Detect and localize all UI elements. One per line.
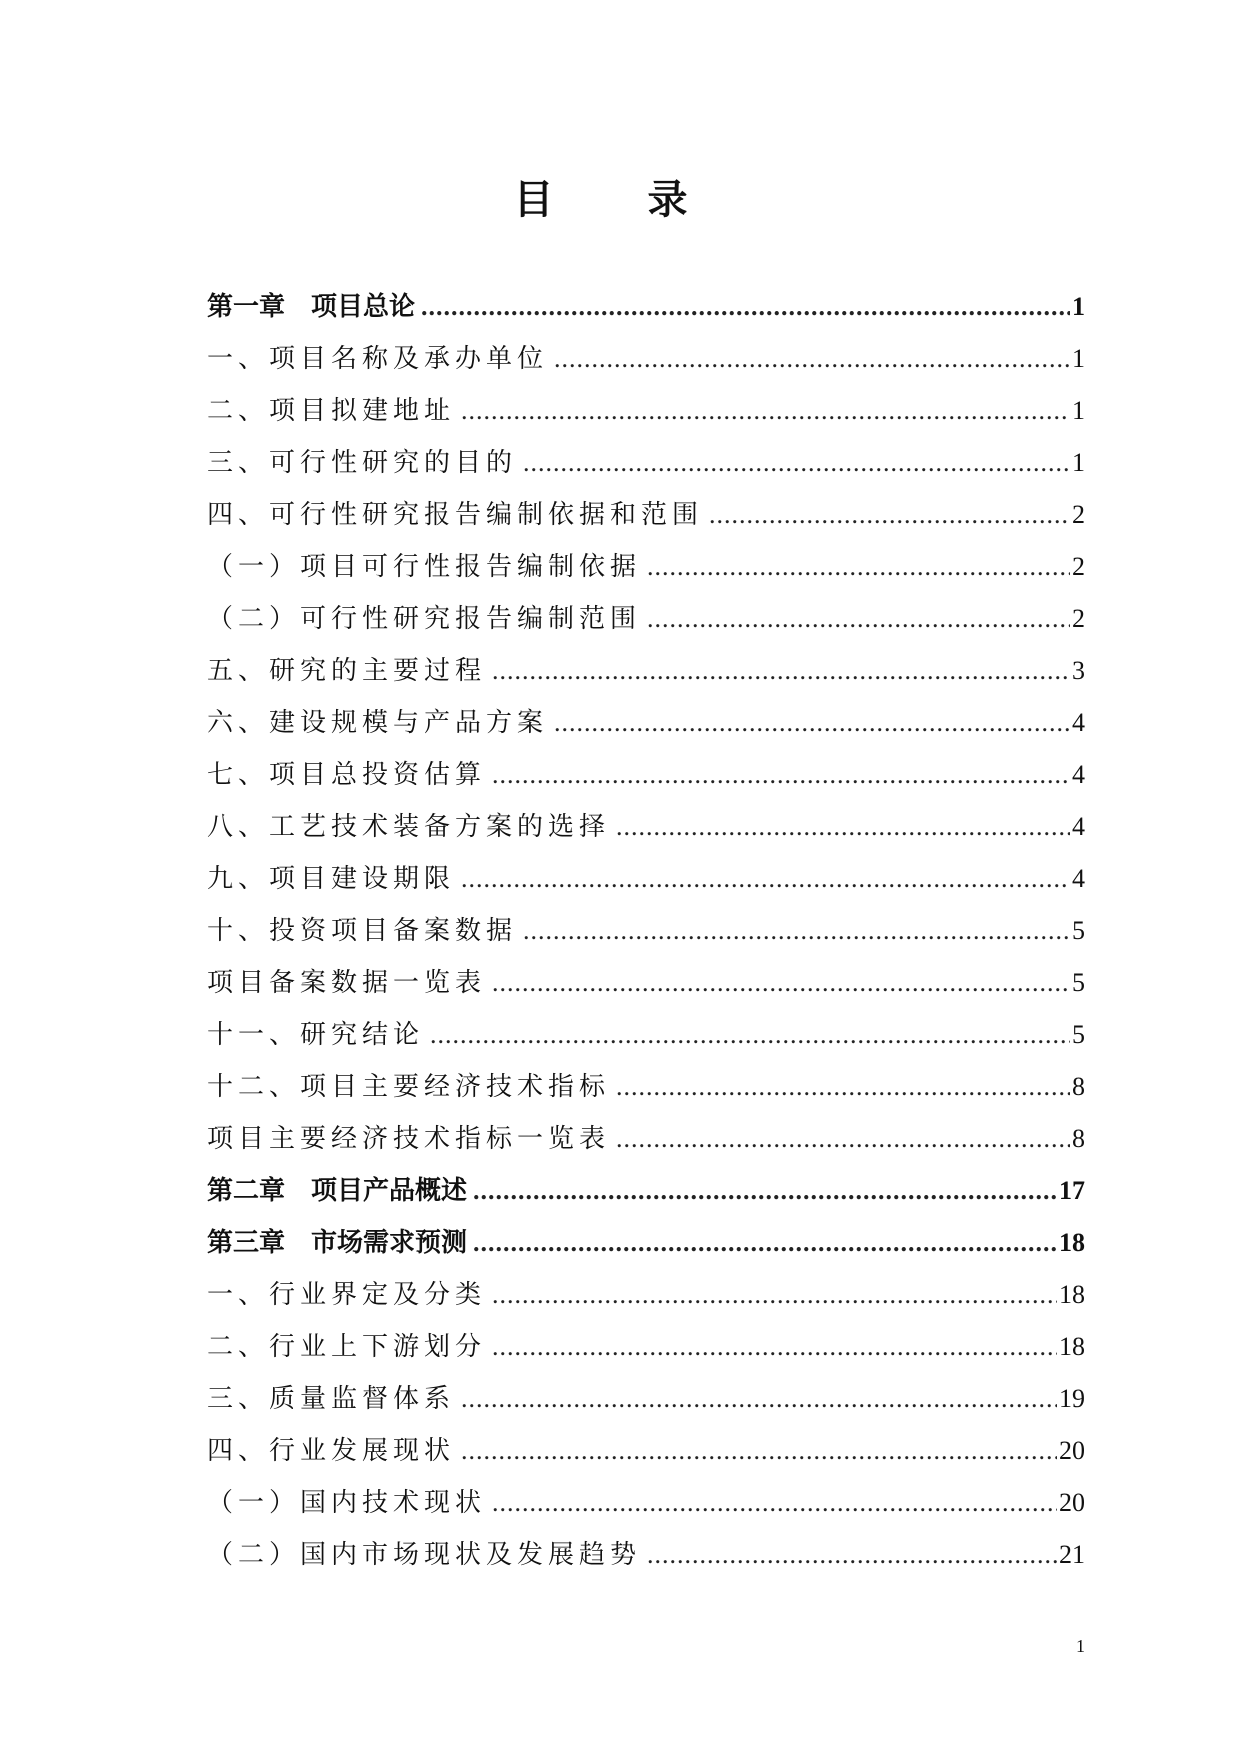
toc-dot-leader <box>492 1477 1057 1529</box>
toc-section-entry[interactable] <box>207 1425 1085 1477</box>
toc-section-entry[interactable] <box>207 1321 1085 1373</box>
toc-section-entry[interactable] <box>207 853 1085 905</box>
toc-section-entry[interactable] <box>207 1373 1085 1425</box>
toc-entry-label: （二）国内市场现状及发展趋势 <box>207 1540 642 1570</box>
toc-section-entry[interactable] <box>207 1061 1085 1113</box>
toc-entry-label: 十、投资项目备案数据 <box>207 916 518 946</box>
toc-section-entry[interactable] <box>207 1477 1085 1529</box>
toc-section-entry[interactable] <box>207 385 1085 437</box>
toc-dot-leader <box>461 1373 1057 1425</box>
toc-dot-leader <box>492 1321 1057 1373</box>
toc-section-entry[interactable] <box>207 333 1085 385</box>
toc-entry-label: 二、项目拟建地址 <box>207 396 456 426</box>
toc-section-entry[interactable] <box>207 957 1085 1009</box>
toc-entry-label: 三、质量监督体系 <box>207 1384 456 1414</box>
toc-entry-label: 第二章 项目产品概述 <box>207 1176 468 1206</box>
page-title: 目 录 <box>513 177 728 223</box>
toc-entry-page: 20 <box>1059 1488 1085 1517</box>
toc-section-entry[interactable] <box>207 541 1085 593</box>
toc-dot-leader <box>461 385 1070 437</box>
toc-entry-label: 八、工艺技术装备方案的选择 <box>207 812 611 842</box>
toc-dot-leader <box>647 541 1070 593</box>
toc-dot-leader <box>473 1217 1057 1269</box>
toc-entry-label: 四、行业发展现状 <box>207 1436 456 1466</box>
toc-dot-leader <box>523 437 1070 489</box>
toc-entry-label: 十二、项目主要经济技术指标 <box>207 1072 611 1102</box>
toc-dot-leader <box>647 593 1070 645</box>
toc-entry-page: 18 <box>1059 1332 1085 1361</box>
toc-entry-label: 九、项目建设期限 <box>207 864 456 894</box>
toc-chapter-entry[interactable] <box>207 1165 1085 1217</box>
toc-entry-label: 六、建设规模与产品方案 <box>207 708 549 738</box>
toc-entry-page: 17 <box>1059 1176 1085 1205</box>
toc-entry-label: 项目备案数据一览表 <box>207 968 487 998</box>
toc-entry-page: 8 <box>1072 1072 1085 1101</box>
toc-entry-page: 3 <box>1072 656 1085 685</box>
toc-chapter-entry[interactable] <box>207 1217 1085 1269</box>
toc-entry-page: 8 <box>1072 1124 1085 1153</box>
toc-dot-leader <box>421 281 1070 333</box>
toc-entry-label: （一）项目可行性报告编制依据 <box>207 552 642 582</box>
toc-dot-leader <box>616 1113 1070 1165</box>
toc-entry-page: 1 <box>1072 396 1085 425</box>
page-number: 1 <box>1076 1636 1085 1656</box>
toc-entry-page: 20 <box>1059 1436 1085 1465</box>
toc-entry-page: 2 <box>1072 552 1085 581</box>
toc-entry-label: 二、行业上下游划分 <box>207 1332 487 1362</box>
toc-section-entry[interactable] <box>207 905 1085 957</box>
toc-entry-label: 一、项目名称及承办单位 <box>207 344 549 374</box>
toc-dot-leader <box>616 801 1070 853</box>
toc-dot-leader <box>461 853 1070 905</box>
toc-section-entry[interactable] <box>207 489 1085 541</box>
toc-section-entry[interactable] <box>207 801 1085 853</box>
toc-entry-page: 18 <box>1059 1228 1085 1257</box>
toc-entry-page: 2 <box>1072 604 1085 633</box>
toc-section-entry[interactable] <box>207 645 1085 697</box>
toc-entry-label: 五、研究的主要过程 <box>207 656 487 686</box>
toc-entry-page: 4 <box>1072 812 1085 841</box>
toc-section-entry[interactable] <box>207 437 1085 489</box>
toc-dot-leader <box>647 1529 1057 1581</box>
toc-dot-leader <box>473 1165 1057 1217</box>
toc-entry-page: 2 <box>1072 500 1085 529</box>
toc-section-entry[interactable] <box>207 749 1085 801</box>
toc-entry-label: 十一、研究结论 <box>207 1020 425 1050</box>
toc-entry-page: 4 <box>1072 864 1085 893</box>
table-of-contents <box>207 281 1085 1581</box>
toc-dot-leader <box>554 697 1070 749</box>
toc-entry-page: 4 <box>1072 760 1085 789</box>
toc-entry-label: 一、行业界定及分类 <box>207 1280 487 1310</box>
toc-dot-leader <box>709 489 1070 541</box>
toc-entry-label: 七、项目总投资估算 <box>207 760 487 790</box>
toc-dot-leader <box>492 1269 1057 1321</box>
toc-section-entry[interactable] <box>207 1529 1085 1581</box>
toc-section-entry[interactable] <box>207 593 1085 645</box>
toc-entry-page: 4 <box>1072 708 1085 737</box>
toc-entry-label: （二）可行性研究报告编制范围 <box>207 604 642 634</box>
toc-dot-leader <box>492 957 1070 1009</box>
toc-entry-label: 第一章 项目总论 <box>207 292 416 322</box>
toc-entry-page: 5 <box>1072 916 1085 945</box>
toc-dot-leader <box>430 1009 1070 1061</box>
toc-entry-label: 项目主要经济技术指标一览表 <box>207 1124 611 1154</box>
toc-entry-page: 5 <box>1072 968 1085 997</box>
toc-section-entry[interactable] <box>207 1113 1085 1165</box>
toc-entry-page: 18 <box>1059 1280 1085 1309</box>
toc-dot-leader <box>461 1425 1057 1477</box>
toc-section-entry[interactable] <box>207 1009 1085 1061</box>
toc-entry-page: 21 <box>1059 1540 1085 1569</box>
toc-chapter-entry[interactable] <box>207 281 1085 333</box>
toc-entry-page: 19 <box>1059 1384 1085 1413</box>
toc-entry-page: 1 <box>1072 448 1085 477</box>
toc-section-entry[interactable] <box>207 697 1085 749</box>
toc-dot-leader <box>554 333 1070 385</box>
toc-entry-label: 四、可行性研究报告编制依据和范围 <box>207 500 704 530</box>
toc-dot-leader <box>492 749 1070 801</box>
toc-dot-leader <box>523 905 1070 957</box>
toc-dot-leader <box>616 1061 1070 1113</box>
toc-entry-page: 1 <box>1072 344 1085 373</box>
toc-entry-page: 1 <box>1072 292 1085 321</box>
toc-entry-label: 三、可行性研究的目的 <box>207 448 518 478</box>
toc-entry-label: （一）国内技术现状 <box>207 1488 487 1518</box>
toc-entry-label: 第三章 市场需求预测 <box>207 1228 468 1258</box>
toc-dot-leader <box>492 645 1070 697</box>
toc-entry-page: 5 <box>1072 1020 1085 1049</box>
toc-section-entry[interactable] <box>207 1269 1085 1321</box>
